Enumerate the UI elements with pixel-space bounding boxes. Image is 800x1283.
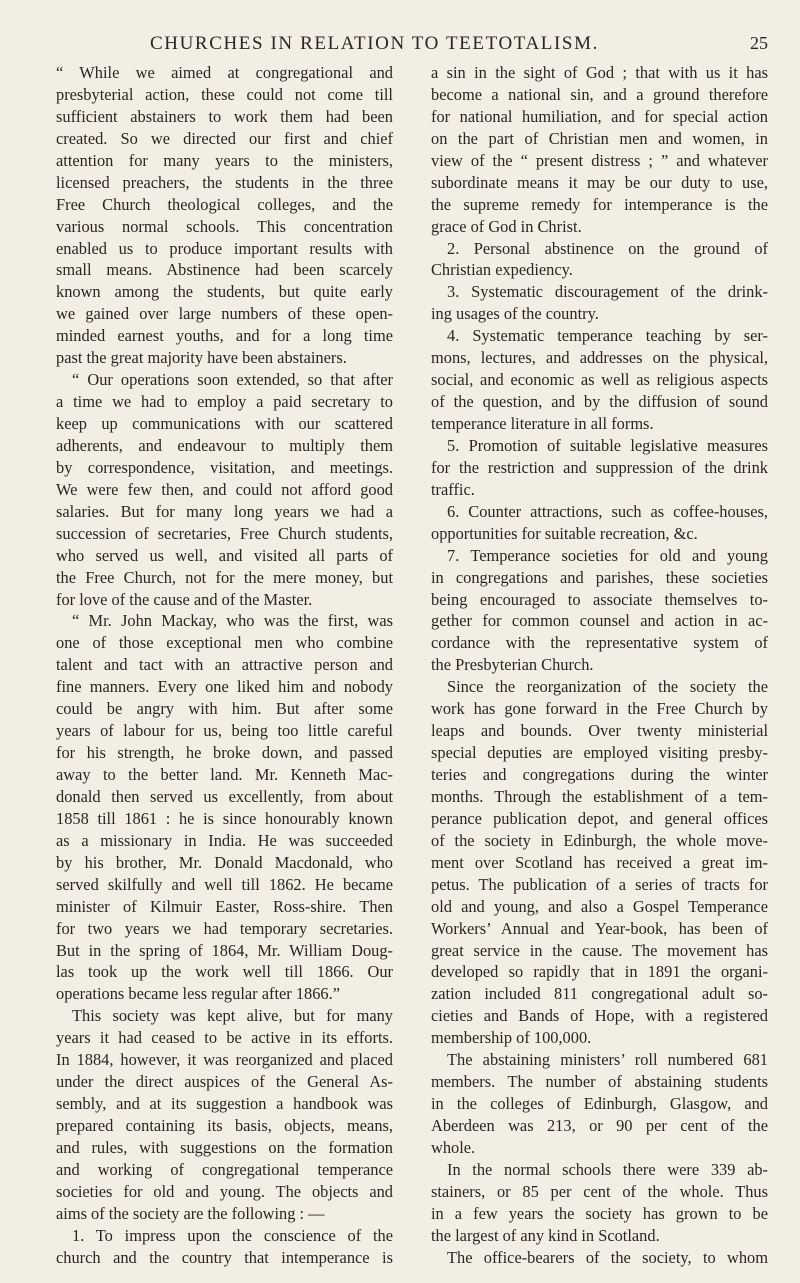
text-line: who served us well, and visited all parts of xyxy=(56,545,393,565)
text-line: operations became less regular after 1866.” xyxy=(56,984,340,1004)
text-line: special deputies are employed visiting presby- xyxy=(431,743,768,763)
text-line: temperance literature in all forms. xyxy=(431,414,654,433)
text-line: the largest of any kind in Scotland. xyxy=(431,1225,660,1245)
left-column xyxy=(56,62,393,1269)
text-line: ment over Scotland has received a great im- xyxy=(431,852,768,872)
text-line: the Presbyterian Church. xyxy=(431,655,594,675)
text-line: petus. The publication of a series of tracts for xyxy=(431,874,768,894)
text-line: of the question, and by the diffusion of sound xyxy=(431,392,768,412)
text-line: 2. Personal abstinence on the ground of xyxy=(447,238,768,258)
text-line: subordinate means it may be our duty to use, xyxy=(431,172,768,192)
text-line: fine manners. Every one liked him and nobody xyxy=(56,677,393,697)
text-line: for national humiliation, and for special action xyxy=(431,106,768,126)
text-line: talent and tact with an attractive person and xyxy=(56,655,393,675)
text-line: 5. Promotion of suitable legislative measures xyxy=(447,435,768,455)
text-line: donald then served us excellently, from about xyxy=(56,786,393,806)
text-line: by correspondence, visitation, and meetings. xyxy=(56,457,393,477)
text-line: known among the students, but quite early xyxy=(56,282,393,302)
text-line: months. Through the establishment of a tem- xyxy=(431,786,768,806)
text-line: sembly, and at its suggestion a handbook was xyxy=(56,1094,393,1114)
text-line: Christian expediency. xyxy=(431,260,573,280)
text-line: stainers, or 85 per cent of the whole. Thus xyxy=(431,1181,768,1201)
text-line: 7. Temperance societies for old and young xyxy=(447,545,768,565)
text-line: social, and economic as well as religious aspects xyxy=(431,370,768,390)
text-line: for two years we had temporary secretaries. xyxy=(56,918,393,938)
text-line: gether for common counsel and action in ac- xyxy=(431,611,768,631)
text-line: as a missionary in India. He was succeeded xyxy=(56,830,393,850)
text-line: Workers’ Annual and Year-book, has been of xyxy=(431,918,768,938)
text-line: grace of God in Christ. xyxy=(431,216,582,236)
text-line: membership of 100,000. xyxy=(431,1028,592,1048)
text-line: 6. Counter attractions, such as coffee-houses, xyxy=(447,501,768,521)
text-line: opportunities for suitable recreation, &c. xyxy=(431,523,698,543)
text-line: whole. xyxy=(431,1137,476,1157)
text-line: But in the spring of 1864, Mr. William Doug- xyxy=(56,940,393,960)
text-line: Aberdeen was 213, or 90 per cent of the xyxy=(431,1116,768,1135)
text-line: keep up communications with our scattered xyxy=(56,414,393,433)
text-line: great service in the cause. The movement has xyxy=(431,940,768,960)
text-line: by his brother, Mr. Donald Macdonald, who xyxy=(56,852,393,872)
running-head: CHURCHES IN RELATION TO TEETOTALISM. xyxy=(150,33,599,54)
text-line: become a national sin, and a ground therefore xyxy=(431,84,768,104)
text-line: The abstaining ministers’ roll numbered 681 xyxy=(447,1050,768,1070)
text-line: las took up the work well till 1866. Our xyxy=(56,962,393,982)
text-line: teries and congregations during the winter xyxy=(431,765,768,784)
text-line: in a few years the society has grown to be xyxy=(431,1203,768,1223)
text-line: presbyterial action, these could not come till xyxy=(56,84,393,104)
page-number: 25 xyxy=(750,33,768,53)
text-line: and rules, with suggestions on the formation xyxy=(56,1137,393,1157)
text-line: years it had ceased to be active in its efforts. xyxy=(56,1028,393,1048)
text-line: enabled us to produce important results with xyxy=(56,238,393,258)
text-line: mons, lectures, and addresses on the physical, xyxy=(431,348,768,368)
text-line: away to the better land. Mr. Kenneth Mac- xyxy=(56,765,393,784)
text-line: the supreme remedy for intemperance is the xyxy=(431,194,768,214)
text-line: small means. Abstinence had been scarcely xyxy=(56,260,393,280)
text-line: cieties and Bands of Hope, with a registered xyxy=(431,1006,768,1026)
right-column xyxy=(431,62,768,1269)
text-line: sufficient abstainers to work them had been xyxy=(56,106,393,126)
text-line: one of those exceptional men who combine xyxy=(56,633,393,653)
text-line: work has gone forward in the Free Church by xyxy=(431,699,768,719)
text-line: a sin in the sight of God ; that with us it has xyxy=(431,63,768,82)
text-line: various normal schools. This concentration xyxy=(56,216,393,236)
text-line: in congregations and parishes, these societies xyxy=(431,567,768,587)
text-line: 3. Systematic discouragement of the drink- xyxy=(447,282,768,302)
text-line: societies for old and young. The objects and xyxy=(56,1181,393,1201)
text-line: 4. Systematic temperance teaching by ser- xyxy=(447,326,768,346)
text-line: “ Our operations soon extended, so that after xyxy=(72,370,393,390)
text-line: created. So we directed our first and chief xyxy=(56,128,393,148)
text-line: past the great majority have been abstainers. xyxy=(56,348,347,368)
text-line: 1858 till 1861 : he is since honourably known xyxy=(56,808,393,828)
text-line: leaps and bounds. Over twenty ministerial xyxy=(431,721,768,741)
text-line: zation included 811 congregational adult so- xyxy=(431,984,768,1004)
text-line: cordance with the representative system of xyxy=(431,633,768,653)
text-line: perance publication depot, and general offices xyxy=(431,808,768,828)
text-line: for his strength, he broke down, and passed xyxy=(56,743,393,763)
text-line: and working of congregational temperance xyxy=(56,1159,393,1179)
text-line: aims of the society are the following : — xyxy=(56,1203,325,1223)
text-line: members. The number of abstaining students xyxy=(431,1072,768,1092)
text-line: The office-bearers of the society, to whom xyxy=(447,1247,768,1267)
text-line: being encouraged to associate themselves to- xyxy=(431,589,768,609)
text-line: Free Church theological colleges, and the xyxy=(56,194,393,214)
text-line: ing usages of the country. xyxy=(431,304,599,324)
text-line: In 1884, however, it was reorganized and placed xyxy=(56,1050,393,1070)
text-line: for the restriction and suppression of the drink xyxy=(431,457,768,477)
text-line: of the society in Edinburgh, the whole move- xyxy=(431,830,768,850)
text-line: for love of the cause and of the Master. xyxy=(56,589,313,609)
text-line: view of the “ present distress ; ” and whatever xyxy=(431,150,768,170)
text-line: the Free Church, not for the mere money, but xyxy=(56,567,393,587)
text-line: traffic. xyxy=(431,479,475,499)
text-line: served skilfully and well till 1862. He became xyxy=(56,874,393,894)
text-line: adherents, and endeavour to multiply them xyxy=(56,435,393,455)
text-line: church and the country that intemperance is xyxy=(56,1247,393,1267)
text-line: This society was kept alive, but for many xyxy=(72,1006,393,1026)
text-line: developed so rapidly that in 1891 the organi- xyxy=(431,962,768,982)
text-line: 1. To impress upon the conscience of the xyxy=(72,1225,393,1245)
text-line: under the direct auspices of the General As- xyxy=(56,1072,393,1092)
text-line: minister of Kilmuir Easter, Ross-shire. Then xyxy=(56,896,393,916)
text-line: prepared containing its basis, objects, means, xyxy=(56,1116,393,1135)
text-line: in the colleges of Edinburgh, Glasgow, and xyxy=(431,1094,768,1114)
text-line: “ Mr. John Mackay, who was the first, was xyxy=(72,611,393,631)
text-line: salaries. But for many long years we had a xyxy=(56,501,393,521)
text-line: could be angry with him. But after some xyxy=(56,699,393,719)
text-line: a time we had to employ a paid secretary to xyxy=(56,392,393,412)
text-line: We were few then, and could not afford good xyxy=(56,479,393,499)
text-line: attention for many years to the ministers, xyxy=(56,150,393,170)
text-line: years of labour for us, being too little careful xyxy=(56,721,393,741)
text-line: we gained over large numbers of these open- xyxy=(56,304,393,324)
text-line: on the part of Christian men and women, in xyxy=(431,128,768,148)
text-line: succession of secretaries, Free Church students, xyxy=(56,523,393,543)
text-line: old and young, and also a Gospel Temperance xyxy=(431,896,768,916)
page-header xyxy=(56,33,768,61)
text-line: minded earnest youths, and for a long time xyxy=(56,326,393,346)
text-line: licensed preachers, the students in the three xyxy=(56,172,393,192)
text-line: In the normal schools there were 339 ab- xyxy=(447,1159,768,1179)
text-line: Since the reorganization of the society the xyxy=(447,677,768,697)
text-line: “ While we aimed at congregational and xyxy=(56,63,393,82)
